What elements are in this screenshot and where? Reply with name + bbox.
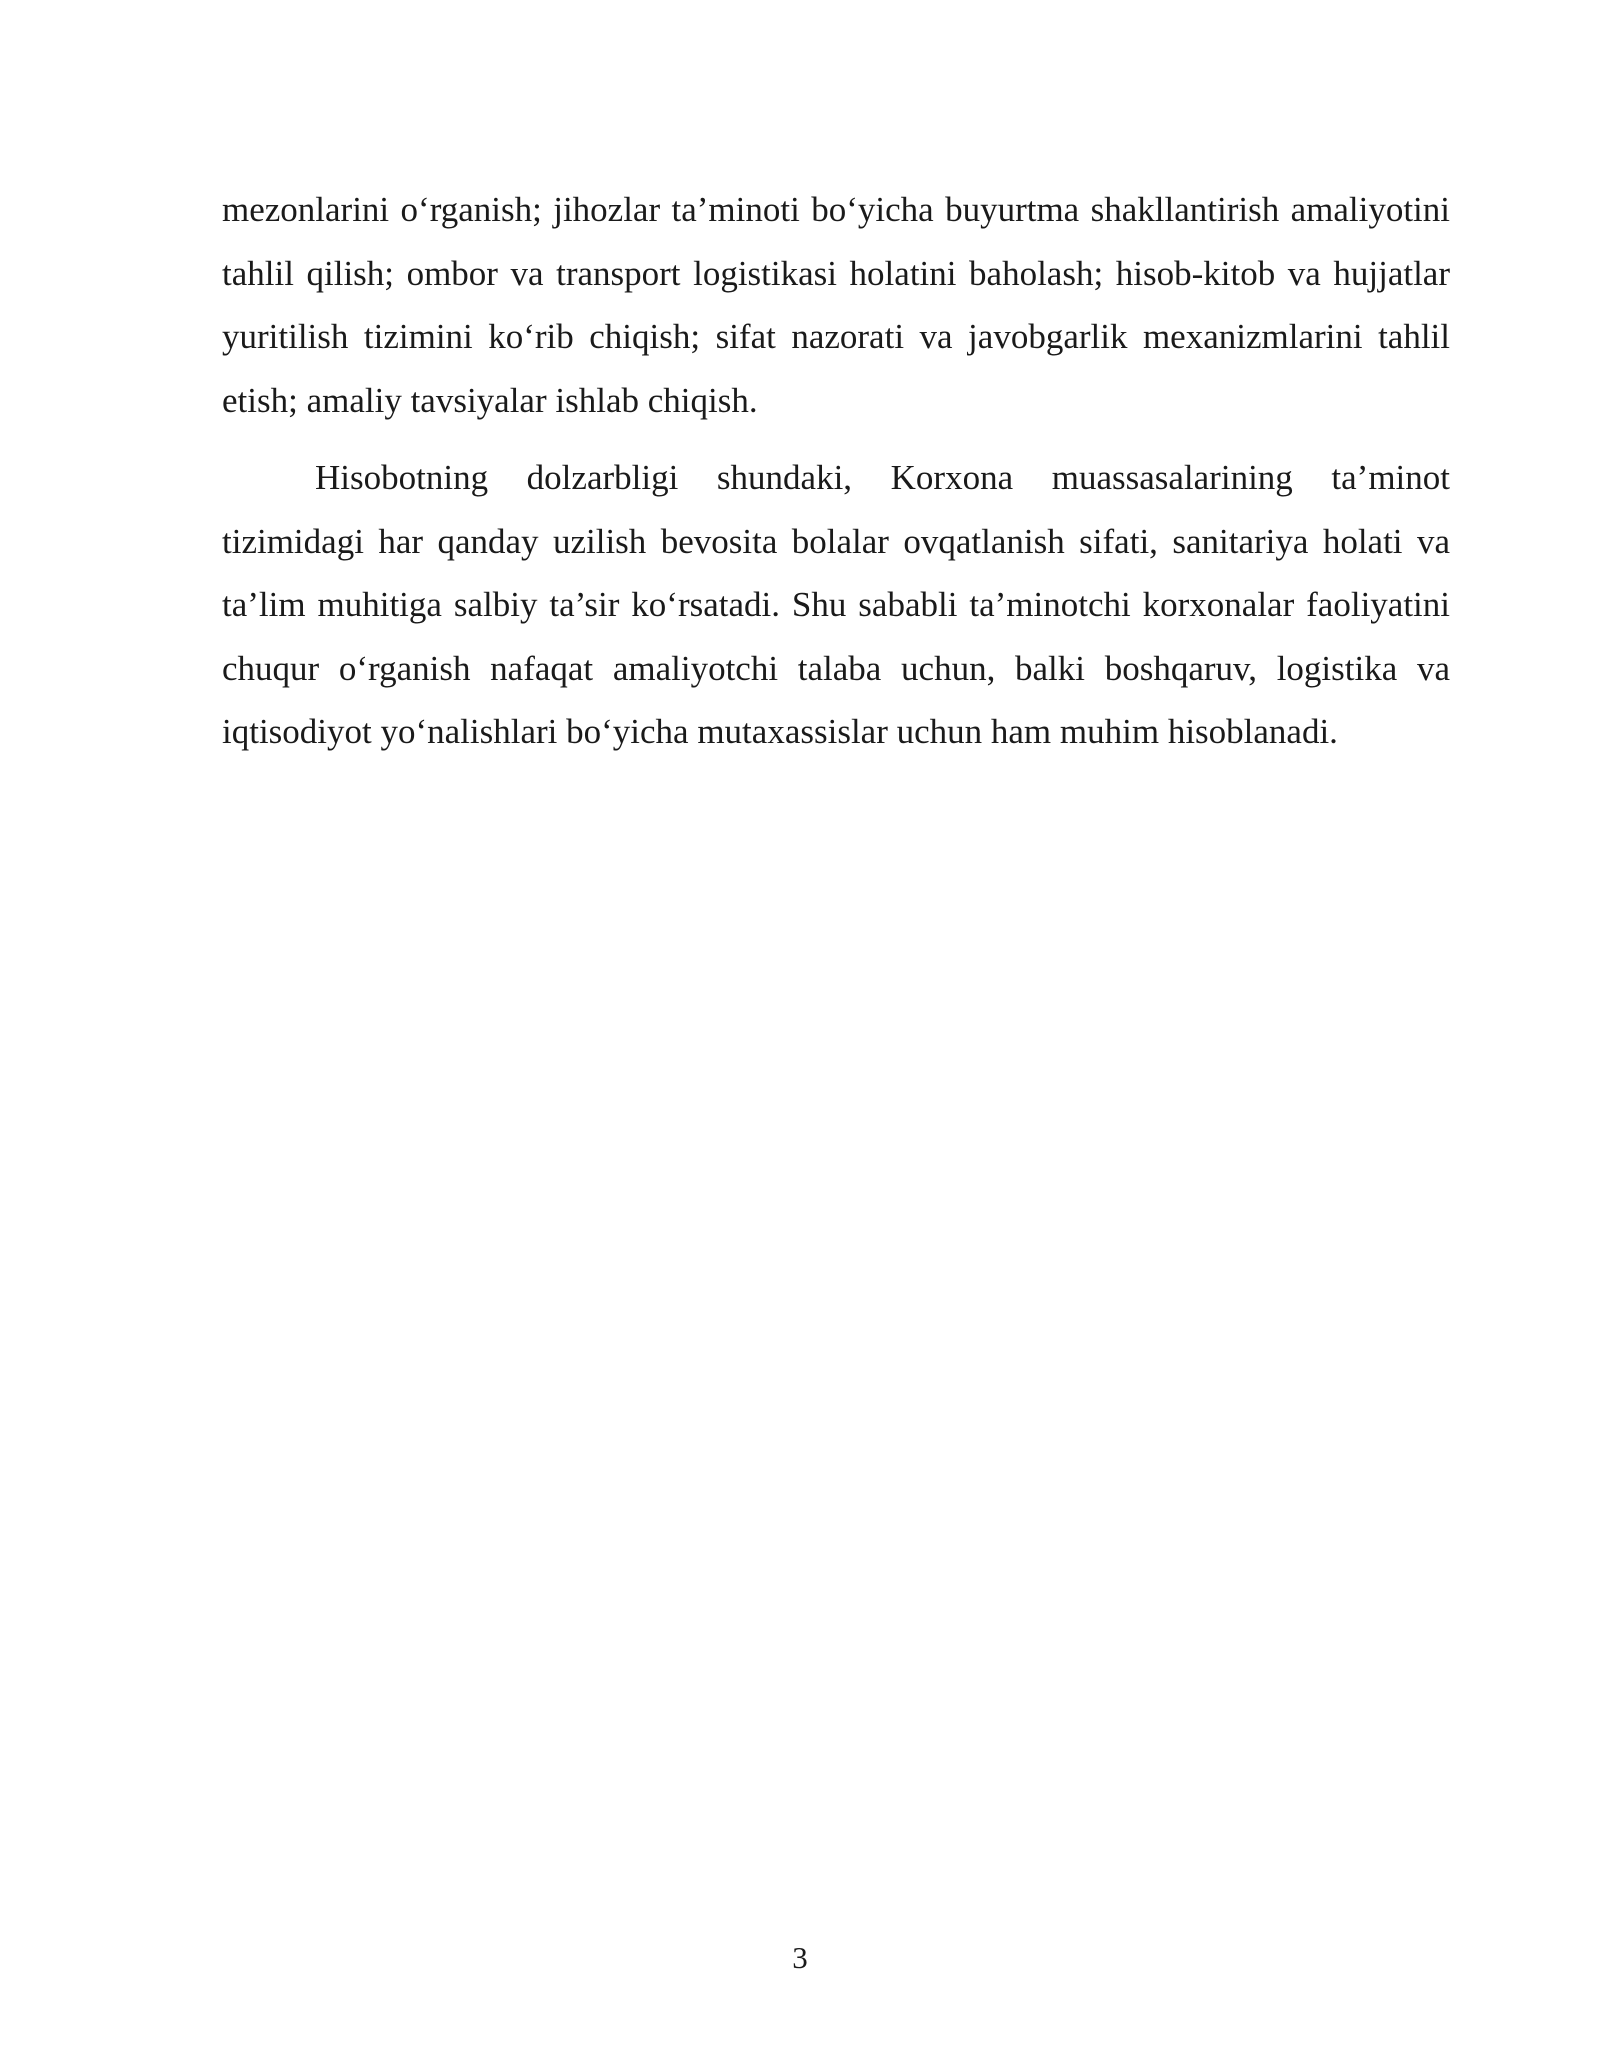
paragraph-relevance: Hisobotning dolzarbligi shundaki, Korxona muassasalarining ta’minot tizimidagi har qanday uzilish bevosita bolalar ovqatlanish sifati, sanitariya holati va ta’lim muhitiga salbiy ta’sir ko‘rsatadi. Shu sababli ta’minotchi korxonalar faoliyatini chuqur o‘rganish nafaqat amaliyotchi talaba uchun, balki boshqaruv, logistika va iqtisodiyot yo‘nalishlari bo‘yicha mutaxassislar uchun ham muhim hisoblanadi. [222,458,1450,751]
paragraph-continuation: mezonlarini o‘rganish; jihozlar ta’minoti bo‘yicha buyurtma shakllantirish amaliyotini tahlil qilish; ombor va transport logistikasi holatini baholash; hisob-kitob va hujjatlar yuritilish tizimini ko‘rib chiqish; sifat nazorati va javobgarlik mexanizmlarini tahlil etish; amaliy tavsiyalar ishlab chiqish. [222,190,1450,420]
body-text [222,178,1450,764]
page-number: 3 [792,1940,808,1975]
